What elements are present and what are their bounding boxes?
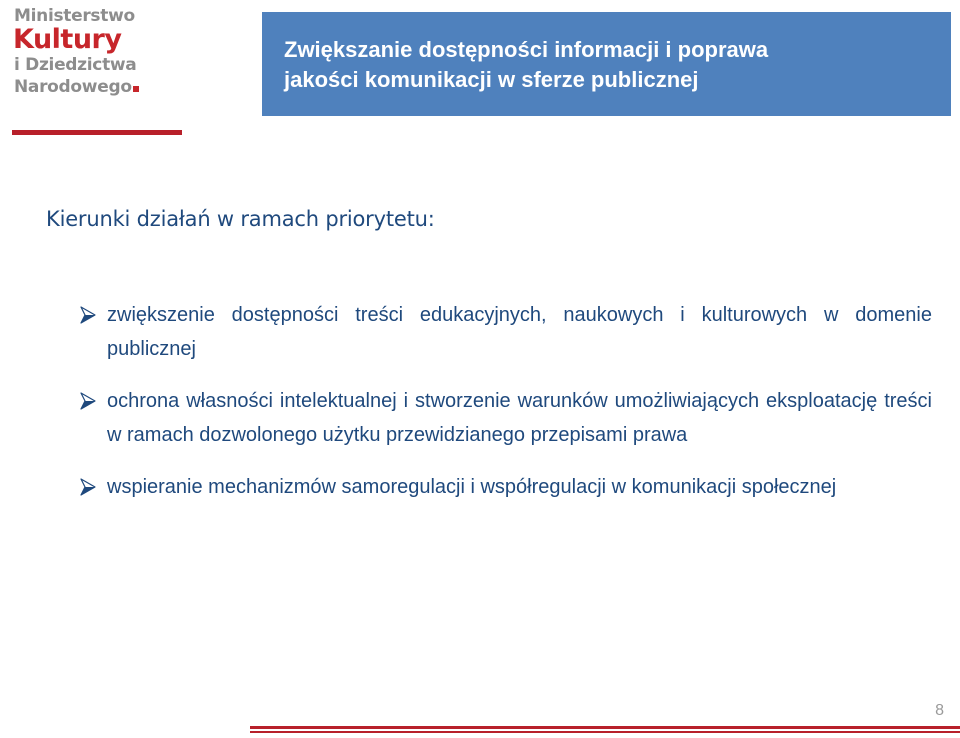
slide-title xyxy=(284,35,951,95)
arrow-bullet-icon xyxy=(80,306,96,324)
slide-title-line-1: Zwiększanie dostępności informacji i poprawa xyxy=(284,37,769,62)
logo-line-4 xyxy=(14,76,182,98)
footer-divider-thin xyxy=(250,731,960,733)
arrow-bullet-icon xyxy=(80,478,96,496)
footer-divider xyxy=(250,726,960,729)
bullet-text: zwiększenie dostępności treści edukacyjnych, naukowych i kulturowych w domenie publicznej xyxy=(107,304,932,360)
section-heading: Kierunki działań w ramach priorytetu: xyxy=(46,207,435,231)
logo-line-1: Ministerstwo xyxy=(14,6,135,26)
bullet-item xyxy=(80,470,932,504)
bullet-text: ochrona własności intelektualnej i stworzenie warunków umożliwiających eksploatację treści w ramach dozwolonego użytku przewidzianego przepisami prawa xyxy=(107,390,932,446)
ministry-logo xyxy=(12,6,182,136)
bullet-list xyxy=(80,298,932,504)
logo-line-4-text: Narodowego xyxy=(14,77,132,97)
logo-underline xyxy=(12,130,182,135)
bullet-item xyxy=(80,298,932,366)
logo-dot-icon xyxy=(133,86,139,92)
bullet-text: wspieranie mechanizmów samoregulacji i współregulacji w komunikacji społecznej xyxy=(107,476,837,498)
slide-title-line-2: jakości komunikacji w sferze publicznej xyxy=(284,67,699,92)
slide-title-box xyxy=(262,12,951,116)
logo-line-3: i Dziedzictwa xyxy=(14,55,137,75)
arrow-bullet-icon xyxy=(80,392,96,410)
page-number: 8 xyxy=(935,702,944,719)
logo-line-2: Kultury xyxy=(13,24,122,55)
bullet-item xyxy=(80,384,932,452)
